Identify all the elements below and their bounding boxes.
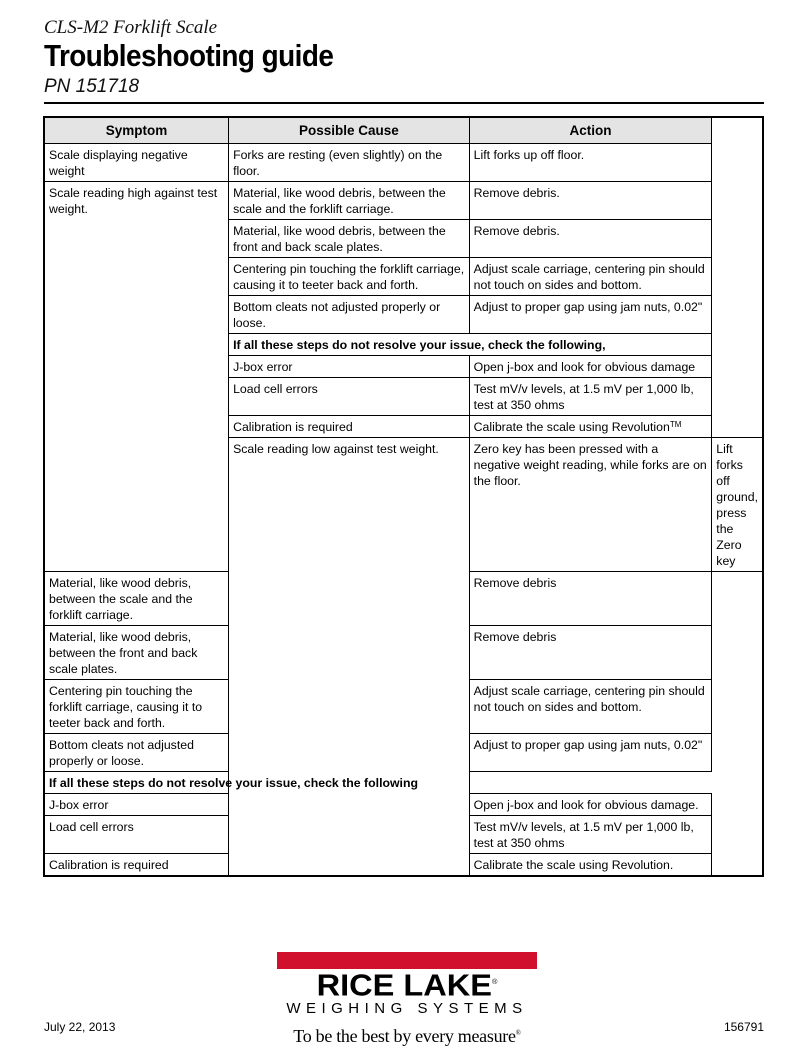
registered-mark: ® (492, 979, 498, 986)
action-text: Calibrate the scale using Revolution (473, 420, 670, 434)
cause-cell: Centering pin touching the forklift carriage, causing it to teeter back and forth. (229, 258, 470, 296)
cause-cell: Load cell errors (44, 816, 229, 854)
symptom-cell: Scale reading low against test weight. (229, 438, 470, 877)
cause-cell: Load cell errors (229, 378, 470, 416)
column-header-action: Action (469, 117, 712, 144)
header-divider (44, 102, 764, 104)
action-cell: Test mV/v levels, at 1.5 mV per 1,000 lb, test at 350 ohms (469, 816, 712, 854)
column-header-cause: Possible Cause (229, 117, 470, 144)
page-title: Troubleshooting guide (44, 38, 334, 73)
symptom-cell: Scale reading high against test weight. (44, 182, 229, 572)
logo-wordmark (269, 967, 544, 1003)
cause-cell: Calibration is required (229, 416, 470, 438)
table-row (44, 144, 763, 182)
note-cell: If all these steps do not resolve your issue, check the following (44, 772, 469, 794)
cause-cell: Material, like wood debris, between the scale and the forklift carriage. (229, 182, 470, 220)
cause-cell: Material, like wood debris, between the scale and the forklift carriage. (44, 572, 229, 626)
action-cell: Adjust scale carriage, centering pin should not touch on sides and bottom. (469, 680, 712, 734)
logo-tagline-wrap (276, 1022, 538, 1047)
cause-cell: Zero key has been pressed with a negative weight reading, while forks are on the floor. (469, 438, 712, 572)
rice-lake-logo (276, 952, 538, 1047)
trademark-mark: TM (669, 420, 682, 429)
cause-cell: Bottom cleats not adjusted properly or loose. (44, 734, 229, 772)
cause-cell: J-box error (44, 794, 229, 816)
cause-cell: Bottom cleats not adjusted properly or loose. (229, 296, 470, 334)
product-name: CLS-M2 Forklift Scale (44, 17, 218, 38)
action-cell: Lift forks up off floor. (469, 144, 712, 182)
cause-cell: Centering pin touching the forklift carriage, causing it to teeter back and forth. (44, 680, 229, 734)
action-cell: Remove debris. (469, 220, 712, 258)
part-number: PN 151718 (44, 76, 140, 97)
symptom-cell: Scale displaying negative weight (44, 144, 229, 182)
registered-mark: ® (515, 1029, 521, 1038)
cause-cell: Material, like wood debris, between the front and back scale plates. (229, 220, 470, 258)
table-note-row (44, 772, 763, 794)
action-cell: Remove debris. (469, 182, 712, 220)
logo-tagline: To be the best by every measure (293, 1026, 516, 1047)
column-header-symptom: Symptom (44, 117, 229, 144)
action-cell: Remove debris (469, 626, 712, 680)
footer-date: July 22, 2013 (44, 1020, 116, 1034)
action-cell: Adjust scale carriage, centering pin should not touch on sides and bottom. (469, 258, 712, 296)
action-cell: Test mV/v levels, at 1.5 mV per 1,000 lb, test at 350 ohms (469, 378, 712, 416)
logo-name: RICE LAKE (316, 967, 493, 1003)
action-cell: Adjust to proper gap using jam nuts, 0.02" (469, 296, 712, 334)
footer-doc-number: 156791 (723, 1020, 764, 1034)
action-cell (469, 416, 712, 438)
document-header (44, 17, 764, 99)
cause-cell: Calibration is required (44, 854, 229, 877)
note-cell: If all these steps do not resolve your issue, check the following, (229, 334, 712, 356)
action-cell: Open j-box and look for obvious damage (469, 356, 712, 378)
action-cell: Adjust to proper gap using jam nuts, 0.02" (469, 734, 712, 772)
action-cell: Open j-box and look for obvious damage. (469, 794, 712, 816)
troubleshooting-table (43, 116, 764, 877)
action-cell: Lift forks off ground, press the Zero key (712, 438, 763, 572)
cause-cell: Forks are resting (even slightly) on the floor. (229, 144, 470, 182)
logo-subtitle: WEIGHING SYSTEMS (286, 1000, 528, 1018)
table-header-row (44, 117, 763, 144)
action-cell: Remove debris (469, 572, 712, 626)
cause-cell: J-box error (229, 356, 470, 378)
table-row (44, 182, 763, 220)
action-cell: Calibrate the scale using Revolution. (469, 854, 712, 877)
cause-cell: Material, like wood debris, between the front and back scale plates. (44, 626, 229, 680)
